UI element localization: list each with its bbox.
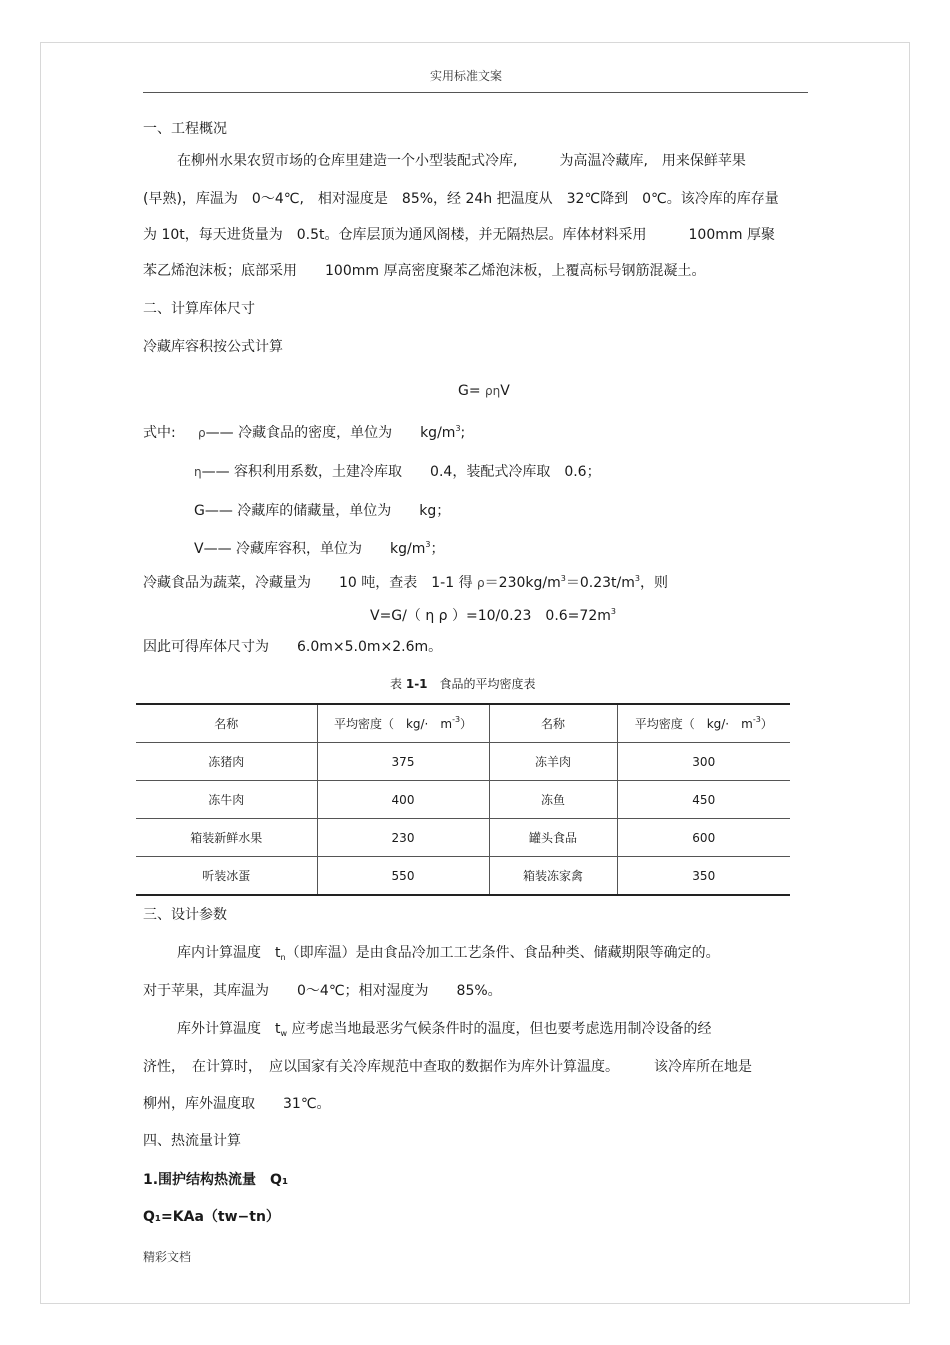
def-v: V—— 冷藏库容积，单位为 $kg/m^3$； xyxy=(194,540,445,557)
table-cell: 箱装冻家禽 xyxy=(489,857,617,896)
table-cell: 550 xyxy=(317,857,489,896)
page-footer: 精彩文档 xyxy=(143,1250,192,1264)
table-header-cell: 名称 xyxy=(136,704,317,743)
section-heading-4: 四、热流量计算 xyxy=(143,1133,241,1149)
paragraph-line: 苯乙烯泡沫板；底部采用 100mm 厚高密度聚苯乙烯泡沫板，上覆高标号钢筋混凝土。 xyxy=(143,263,706,279)
rho-eta-symbols: ρη xyxy=(485,384,501,398)
table-cell: 450 xyxy=(617,781,790,819)
paragraph-line: 在柳州水果农贸市场的仓库里建造一个小型装配式冷库, 为高温冷藏库, 用来保鲜苹果 xyxy=(177,153,746,169)
table-caption: 表 1-1 食品的平均密度表 xyxy=(390,677,536,691)
paragraph-line: 库外计算温度 $t_w$ 应考虑当地最恶劣气候条件时的温度，但也要考虑选用制冷设备的经 xyxy=(177,1021,712,1038)
def-eta: η—— 容积利用系数，土建冷库取 0.4，装配式冷库取 0.6； xyxy=(194,464,601,480)
table-row xyxy=(136,743,790,781)
table-cell: 箱装新鲜水果 xyxy=(136,819,317,857)
formula-g: G= ρηV xyxy=(458,383,510,399)
table-cell: 350 xyxy=(617,857,790,896)
table-cell: 600 xyxy=(617,819,790,857)
result-dimensions: 因此可得库体尺寸为 6.0m×5.0m×2.6m。 xyxy=(143,639,443,655)
table-row xyxy=(136,857,790,896)
paragraph-line: 为 10t，每天进货量为 0.5t。仓库层顶为通风阁楼，并无隔热层。库体材料采用 100mm 厚聚 xyxy=(143,227,775,243)
table-header-row xyxy=(136,704,790,743)
table-cell: 冻牛肉 xyxy=(136,781,317,819)
def-g: G—— 冷藏库的储藏量，单位为 kg； xyxy=(194,503,451,519)
table-row xyxy=(136,781,790,819)
table-cell: 230 xyxy=(317,819,489,857)
table-cell: 冻羊肉 xyxy=(489,743,617,781)
paragraph-line: 库内计算温度 $t_n$（即库温）是由食品冷加工工艺条件、食品种类、储藏期限等确定的。 xyxy=(177,945,720,962)
table-cell: 400 xyxy=(317,781,489,819)
def-rho: ρ—— 冷藏食品的密度，单位为 $kg/m^3$; xyxy=(198,424,466,441)
calc-line: 冷藏食品为蔬菜，冷藏量为 10 吨，查表 1-1 得 $\rho=230kg/m^3=0.23t/m^3$，则 xyxy=(143,574,668,591)
equation-q1: Q₁=KAa（tw−tn） xyxy=(143,1209,280,1225)
volume-formula: V=G/（ η ρ ）=10/0.23 $0.6=72m^3$ xyxy=(370,607,616,624)
section-heading-1: 一、工程概况 xyxy=(143,121,227,137)
section-heading-3: 三、设计参数 xyxy=(143,907,227,923)
formula-intro: 冷藏库容积按公式计算 xyxy=(143,339,283,355)
table-cell: 375 xyxy=(317,743,489,781)
def-label: 式中: xyxy=(143,425,176,441)
table-cell: 罐头食品 xyxy=(489,819,617,857)
table-cell: 300 xyxy=(617,743,790,781)
header-rule xyxy=(143,92,808,93)
page-header: 实用标准文案 xyxy=(430,69,503,83)
table-cell: 冻猪肉 xyxy=(136,743,317,781)
paragraph-line: 对于苹果，其库温为 0～4℃；相对湿度为 85%。 xyxy=(143,983,502,999)
section-heading-2: 二、计算库体尺寸 xyxy=(143,301,255,317)
paragraph-line: (早熟)，库温为 0～4℃, 相对湿度是 85%，经 24h 把温度从 32℃降到 0℃。该冷库的库存量 xyxy=(143,191,779,207)
paragraph-line: 柳州，库外温度取 31℃。 xyxy=(143,1096,331,1112)
density-table xyxy=(136,703,790,896)
table-header-cell: 名称 xyxy=(489,704,617,743)
table-cell: 听装冰蛋 xyxy=(136,857,317,896)
table-header-cell: 平均密度（ kg/· $m^{-3}$） xyxy=(317,704,489,743)
table-cell: 冻鱼 xyxy=(489,781,617,819)
subheading-q1: 1.围护结构热流量 Q₁ xyxy=(143,1172,289,1188)
paragraph-line: 济性， 在计算时， 应以国家有关冷库规范中查取的数据作为库外计算温度。 该冷库所在地是 xyxy=(143,1059,752,1075)
table-row xyxy=(136,819,790,857)
table-header-cell: 平均密度（ kg/· $m^{-3}$） xyxy=(617,704,790,743)
